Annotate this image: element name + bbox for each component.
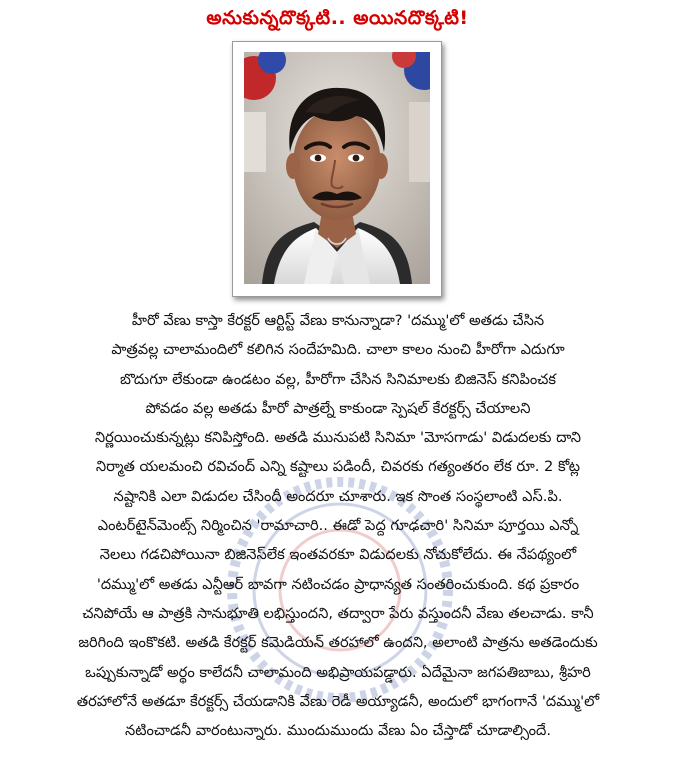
photo-frame xyxy=(232,41,442,297)
article-line: నష్టానికి ఎలా విడుదల చేసిందీ అందరూ చూశారు. ఇక సొంత సంస్థలాంటి ఎస్.పి. xyxy=(113,487,563,505)
article-line: హీరో వేణు కాస్తా కేరక్టర్ ఆర్టిస్ట్ వేణు కానున్నాడా? 'దమ్ము'లో అతడు చేసిన xyxy=(131,312,545,329)
article-line: ఎంటర్‌టైన్‌మెంట్స్ నిర్మించిన 'రామాచారి.. ఈడో పెద్ద గూఢచారి' సినిమా పూర్తయి ఎన్నో xyxy=(97,517,579,535)
article-line: తరహాలోనే అతడూ కేరక్టర్స్ చేయడానికి వేణు రెడీ అయ్యాడనీ, అందులో భాగంగానే 'దమ్ము'లో xyxy=(76,692,600,710)
article-line: పోవడం వల్ల అతడు హీరో పాత్రల్నే కాకుండా స్పెషల్ కేరక్టర్స్ చేయాలని xyxy=(145,399,531,417)
article-line: నిర్మాత యలమంచి రవిచంద్ ఎన్ని కష్టాలు పడిందీ, చివరకు గత్యంతరం లేక రూ. 2 కోట్ల xyxy=(95,458,581,476)
article-line: నటించాడనీ వారంటున్నారు. ముందుముందు వేణు ఏం చేస్తాడో చూడాల్సిందే. xyxy=(125,722,551,740)
headline: అనుకున్నదొక్కటి.. అయినదొక్కటి! xyxy=(206,7,469,29)
article-line: జరిగింది ఇంకొకటి. అతడి కేరక్టర్ కమెడియన్ తరహాలో ఉందని, అలాంటి పాత్రను అతడెందుకు xyxy=(78,634,598,652)
article-line: బొదుగూ లేకుండా ఉండటం వల్ల, హీరోగా చేసిన సినిమాలకు బిజినెస్ కనిపించక xyxy=(120,370,556,388)
portrait-photo xyxy=(244,52,430,284)
article-line: పాత్రవల్ల చాలామందిలో కలిగిన సందేహమిది. చాలా కాలం నుంచి హీరోగా ఎదుగూ xyxy=(111,341,565,359)
article-line: చనిపోయే ఆ పాత్రకి సానుభూతి లభిస్తుందని, తద్వారా పేరు వస్తుందనీ వేణు తలచాడు. కానీ xyxy=(82,604,594,622)
article-line: ఒప్పుకున్నాడో అర్థం కాలేదనీ చాలామంది అభిప్రాయపడ్డారు. ఏదేమైనా జగపతిబాబు, శ్రీహరి xyxy=(85,663,591,681)
article-line: నెలలు గడచిపోయినా బిజినెస్‌లేక ఇంతవరకూ విడుదలకు నోచుకోలేదు. ఈ నేపథ్యంలో xyxy=(99,546,577,564)
article-line: నిర్ణయించుకున్నట్లు కనిపిస్తోంది. అతడి మునుపటి సినిమా 'మోసగాడు' విడుదలకు దాని xyxy=(94,429,582,447)
article-body xyxy=(72,306,604,745)
article-line: 'దమ్ము'లో అతడు ఎన్టీఆర్ బావగా నటించడం ప్రాధాన్యత సంతరించుకుంది. కథ ప్రకారం xyxy=(96,575,580,593)
